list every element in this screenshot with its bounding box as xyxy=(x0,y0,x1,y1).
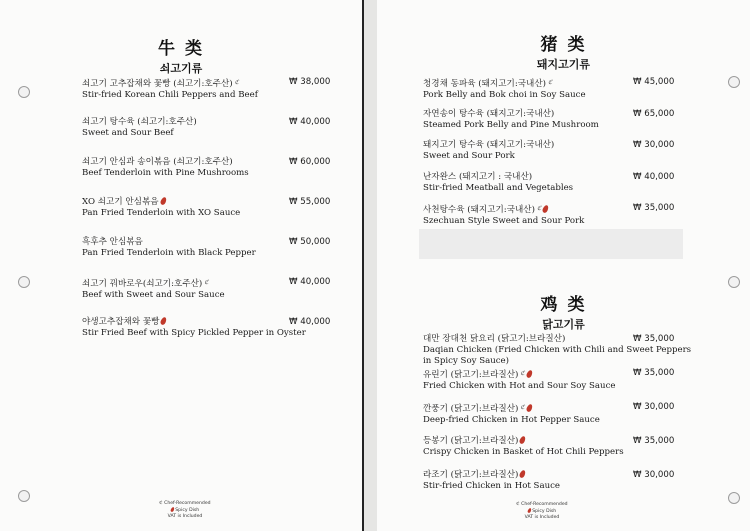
category-title-korean: 돼지고기류 xyxy=(536,58,591,71)
menu-item xyxy=(423,402,600,426)
menu-item-korean-name xyxy=(82,317,306,328)
category-title-chinese: 鸡 类 xyxy=(540,295,587,315)
menu-item-price: ₩ 30,000 xyxy=(633,470,675,480)
chef-hat-icon: ℭ xyxy=(520,404,525,411)
menu-item-english-name: Stir Fried Beef with Spicy Pickled Pepper in Oyster xyxy=(82,328,306,338)
menu-item-english-name: Pan Fried Tenderloin with Black Pepper xyxy=(82,248,256,258)
menu-item-price: ₩ 38,000 xyxy=(289,77,331,87)
menu-item-korean-name xyxy=(423,172,573,183)
menu-item xyxy=(82,157,249,179)
binder-hole xyxy=(728,76,740,88)
pork-category-header xyxy=(377,30,750,72)
menu-legend xyxy=(507,502,577,521)
menu-item-english-name: Stir-fried Meatball and Vegetables xyxy=(423,182,574,193)
chili-pepper-icon xyxy=(519,435,527,444)
binder-hole xyxy=(18,86,30,98)
menu-item-price: ₩ 35,000 xyxy=(633,334,675,344)
binder-hole xyxy=(728,492,740,504)
menu-item-english-name: Deep-fried Chicken in Hot Pepper Sauce xyxy=(423,415,600,425)
menu-item-price: ₩ 30,000 xyxy=(633,402,675,412)
menu-item-korean-text: 야생고추잡채와 꽃빵 xyxy=(82,317,160,327)
menu-item-english-name: Sweet and Sour Pork xyxy=(423,151,515,161)
menu-item xyxy=(82,237,256,259)
menu-item-korean-text: 대만 장대천 닭요리 (닭고기:브라질산) xyxy=(423,334,566,344)
menu-item xyxy=(82,197,240,219)
menu-item-korean-name xyxy=(82,77,258,90)
menu-item-english-name: Crispy Chicken in Basket of Hot Chili Peppers xyxy=(423,447,624,457)
menu-item-korean-name xyxy=(423,140,554,151)
category-title-korean: 쇠고기류 xyxy=(159,62,203,75)
menu-item-price: ₩ 35,000 xyxy=(633,368,675,378)
menu-item xyxy=(423,172,573,194)
legend-spicy: Spicy Dish xyxy=(175,508,200,513)
legend-vat: VAT is Included xyxy=(167,514,203,519)
beef-category-header xyxy=(0,34,362,76)
chili-pepper-icon xyxy=(527,508,532,514)
menu-item-korean-name xyxy=(423,402,600,415)
menu-item xyxy=(423,77,586,101)
menu-item-price: ₩ 40,000 xyxy=(289,117,331,127)
menu-legend xyxy=(150,501,220,520)
menu-item xyxy=(423,140,554,162)
chicken-category-header xyxy=(377,290,750,332)
menu-item-price: ₩ 65,000 xyxy=(633,108,675,119)
menu-item xyxy=(423,470,560,492)
menu-item xyxy=(423,109,599,131)
menu-item-korean-text: 흑후추 안심볶음 xyxy=(82,237,143,247)
menu-item-english-name: Pork Belly and Bok choi in Soy Sauce xyxy=(423,90,586,100)
menu-item xyxy=(423,203,584,227)
menu-item-korean-name xyxy=(423,368,615,381)
menu-item xyxy=(82,117,197,139)
menu-item xyxy=(423,436,624,458)
menu-item-korean-name xyxy=(423,436,624,447)
category-title-korean: 닭고기류 xyxy=(542,318,585,331)
right-menu-page xyxy=(377,0,750,531)
menu-item-korean-name xyxy=(423,77,586,90)
menu-item-korean-text: 쇠고기 안심과 송이볶음 (쇠고기:호주산) xyxy=(82,157,233,167)
menu-item-korean-text: 사천탕수육 (돼지고기:국내산) xyxy=(423,205,535,215)
chili-pepper-icon xyxy=(525,403,533,412)
chef-hat-icon: ℭ xyxy=(548,79,553,86)
menu-item-english-name: Sweet and Sour Beef xyxy=(82,128,174,138)
menu-item-korean-text: 돼지고기 탕수육 (돼지고기:국내산) xyxy=(423,140,555,150)
chef-hat-icon: ℭ xyxy=(159,501,163,506)
menu-item-price: ₩ 35,000 xyxy=(633,203,675,213)
menu-item-price: ₩ 40,000 xyxy=(289,317,331,327)
chef-hat-icon: ℭ xyxy=(234,79,239,86)
menu-item-korean-name xyxy=(423,470,560,481)
menu-item xyxy=(82,317,306,339)
menu-item-english-name: Steamed Pork Belly and Pine Mushroom xyxy=(423,119,599,130)
menu-item xyxy=(82,277,225,301)
menu-item-english-name: Daqian Chicken (Fried Chicken with Chili and Sweet Peppers xyxy=(423,345,692,355)
binder-hole xyxy=(18,276,30,288)
chef-hat-icon: ℭ xyxy=(204,279,209,286)
menu-item-price: ₩ 40,000 xyxy=(633,171,675,182)
binder-hole xyxy=(18,490,30,502)
menu-item-price: ₩ 60,000 xyxy=(289,157,331,167)
menu-item-english-name: Stir-fried Chicken in Hot Sauce xyxy=(423,481,561,491)
menu-item-korean-text: XO 쇠고기 안심볶음 xyxy=(82,197,159,207)
menu-item-english-name: Pan Fried Tenderloin with XO Sauce xyxy=(82,208,241,218)
menu-item-korean-text: 자연송이 탕수육 (돼지고기:국내산) xyxy=(423,108,555,119)
chili-pepper-icon xyxy=(159,196,167,205)
left-menu-page xyxy=(0,0,362,531)
chef-hat-icon: ℭ xyxy=(516,502,520,507)
menu-item-price: ₩ 30,000 xyxy=(633,140,675,150)
chef-hat-icon: ℭ xyxy=(536,205,542,212)
menu-item-english-name: Szechuan Style Sweet and Sour Pork xyxy=(423,216,585,226)
menu-item-korean-text: 쇠고기 꿔바로우(쇠고기:호주산) xyxy=(82,279,203,289)
menu-item-korean-name xyxy=(423,109,599,120)
chili-pepper-icon xyxy=(160,316,168,325)
menu-item-korean-text: 쇠고기 탕수육 (쇠고기:호주산) xyxy=(82,117,197,127)
chili-pepper-icon xyxy=(525,369,533,378)
menu-item-korean-name xyxy=(423,203,584,216)
menu-item-korean-name xyxy=(82,117,197,128)
menu-item-price: ₩ 55,000 xyxy=(289,197,331,207)
category-title-chinese: 猪 类 xyxy=(540,35,587,55)
menu-item xyxy=(423,368,615,392)
menu-item-price: ₩ 50,000 xyxy=(289,237,331,247)
menu-item-korean-text: 라조기 (닭고기:브라질산) xyxy=(423,470,519,480)
menu-item-korean-text: 쇠고기 고추잡채와 꽃빵 (쇠고기:호주산) xyxy=(82,79,233,89)
menu-item-korean-text: 깐풍기 (닭고기:브라질산) xyxy=(423,404,519,414)
menu-item-korean-name xyxy=(82,237,256,248)
legend-chef: Chef-Recommended xyxy=(164,501,211,506)
menu-item-korean-text: 등봉기 (닭고기:브라질산) xyxy=(423,436,519,446)
redacted-block xyxy=(419,229,683,259)
menu-item-korean-text: 유린기 (닭고기:브라질산) xyxy=(423,370,519,380)
binder-hole xyxy=(728,276,740,288)
chili-pepper-icon xyxy=(170,507,175,513)
menu-item-english-name-cont: in Spicy Soy Sauce) xyxy=(423,356,509,366)
legend-chef: Chef-Recommended xyxy=(521,502,568,507)
menu-item-english-name: Beef with Sweet and Sour Sauce xyxy=(82,290,225,300)
category-title-chinese: 牛 类 xyxy=(158,39,204,59)
legend-spicy: Spicy Dish xyxy=(532,509,557,514)
menu-item-korean-name xyxy=(82,277,225,290)
chili-pepper-icon xyxy=(542,204,550,213)
chef-hat-icon: ℭ xyxy=(520,370,525,377)
chili-pepper-icon xyxy=(519,469,527,478)
menu-item-price: ₩ 45,000 xyxy=(633,77,675,87)
menu-item-price: ₩ 40,000 xyxy=(289,277,331,287)
menu-item-korean-text: 난자완스 (돼지고기 : 국내산) xyxy=(423,171,533,182)
legend-vat: VAT is Included xyxy=(524,515,560,520)
menu-item-korean-name xyxy=(82,157,249,168)
menu-item-korean-name xyxy=(82,197,240,208)
menu-item-price: ₩ 35,000 xyxy=(633,436,675,446)
menu-item-korean-text: 청경채 동파육 (돼지고기:국내산) xyxy=(423,79,546,89)
menu-item xyxy=(82,77,258,101)
menu-item-english-name: Beef Tenderloin with Pine Mushrooms xyxy=(82,168,249,178)
menu-item-english-name: Fried Chicken with Hot and Sour Soy Sauce xyxy=(423,381,616,391)
menu-item-english-name: Stir-fried Korean Chili Peppers and Beef xyxy=(82,90,258,100)
